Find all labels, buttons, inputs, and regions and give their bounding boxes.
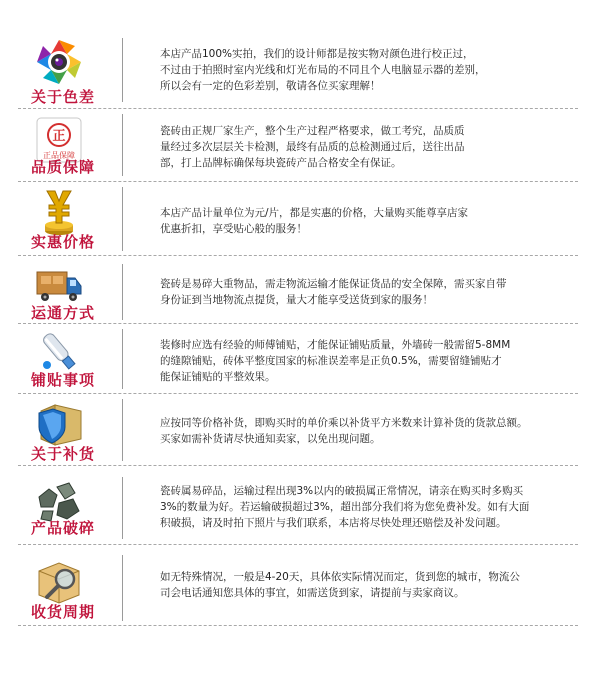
divider <box>122 477 123 539</box>
badge-text: 正品保障 <box>43 151 75 160</box>
divider <box>122 329 123 389</box>
color-wheel-camera-icon <box>35 38 83 86</box>
row-text: 装修时应选有经验的师傅铺贴，才能保证铺贴质量，外墙砖一般需留5-8MM 的缝隙铺贴，砖体平整度国家的标准误差率是正负0.5%，需要留缝铺贴才 能保证铺贴的平整效果。 <box>160 339 511 383</box>
row-text: 本店产品100%实拍，我们的设计师都是按实物对颜色进行校正过， 不过由于拍照时室内光线和灯光布局的不同且个人电脑显示器的差别， 所以会有一定的色彩差别，敬请各位买家理解！ <box>160 48 486 92</box>
divider <box>122 399 123 461</box>
row-separator <box>18 323 578 324</box>
divider <box>122 38 123 102</box>
row-text: 如无特殊情况，一般是4-20天，具体依实际情况而定，货到您的城市，物流公 司会电话通知您具体的事宜，如需送货到家，请提前与卖家商议。 <box>160 571 520 599</box>
info-row-restock <box>0 395 600 465</box>
shield-box-icon <box>35 399 83 447</box>
package-search-icon <box>35 557 83 605</box>
row-title: 收货周期 <box>30 603 95 621</box>
row-text: 应按同等价格补货，即购买时的单价乘以补货平方米数来计算补货的货款总额。 买家如需补货请尽快通知卖家，以免出现问题。 <box>160 417 528 445</box>
row-separator <box>18 255 578 256</box>
svg-text:正: 正 <box>52 129 66 144</box>
row-text: 瓷砖是易碎大重物品，需走物流运输才能保证货品的安全保障，需买家自带 身份证到当地物流点提货，量大才能享受送货到家的服务！ <box>160 278 507 306</box>
row-text: 本店产品计量单位为元/片，都是实惠的价格，大量购买能尊享店家 优惠折扣，享受贴心般的服务！ <box>160 207 469 235</box>
row-title: 实惠价格 <box>30 233 95 251</box>
row-title: 关于色差 <box>30 88 95 106</box>
info-row-quality <box>0 110 600 185</box>
info-row-breakage <box>0 465 600 545</box>
row-text: 瓷砖由正规厂家生产，整个生产过程严格要求，做工考究，品质质 量经过多次层层关卡检测，最终有品质的总检测通过后，送往出品 部，打上品牌标确保每块瓷砖产品合格安全有保证。 <box>160 125 465 169</box>
row-separator <box>18 393 578 394</box>
info-row-color-difference <box>0 0 600 110</box>
row-title: 产品破碎 <box>30 519 95 537</box>
row-title: 品质保障 <box>30 158 95 176</box>
info-row-tiling <box>0 325 600 395</box>
info-row-shipping <box>0 260 600 325</box>
row-separator <box>18 181 578 182</box>
row-text: 瓷砖属易碎品，运输过程出现3%以内的破损属正常情况，请亲在购买时多购买 3%的数量为好。若运输破损超过3%，超出部分我们将为您免费补发。如有大面 积破损，请及时拍下照片与我们联系，本店将尽快处理还赔偿及补发问题。 <box>160 485 530 529</box>
trowel-tool-icon <box>35 327 83 375</box>
divider <box>122 264 123 320</box>
divider <box>122 187 123 251</box>
row-title: 运通方式 <box>30 304 95 322</box>
row-title: 铺贴事项 <box>30 371 95 389</box>
info-row-price <box>0 185 600 260</box>
row-title: 关于补货 <box>30 445 95 463</box>
row-separator <box>18 625 578 626</box>
divider <box>122 114 123 176</box>
row-separator <box>18 108 578 109</box>
info-row-delivery-time <box>0 545 600 635</box>
yen-coins-icon <box>35 189 83 237</box>
divider <box>122 555 123 621</box>
